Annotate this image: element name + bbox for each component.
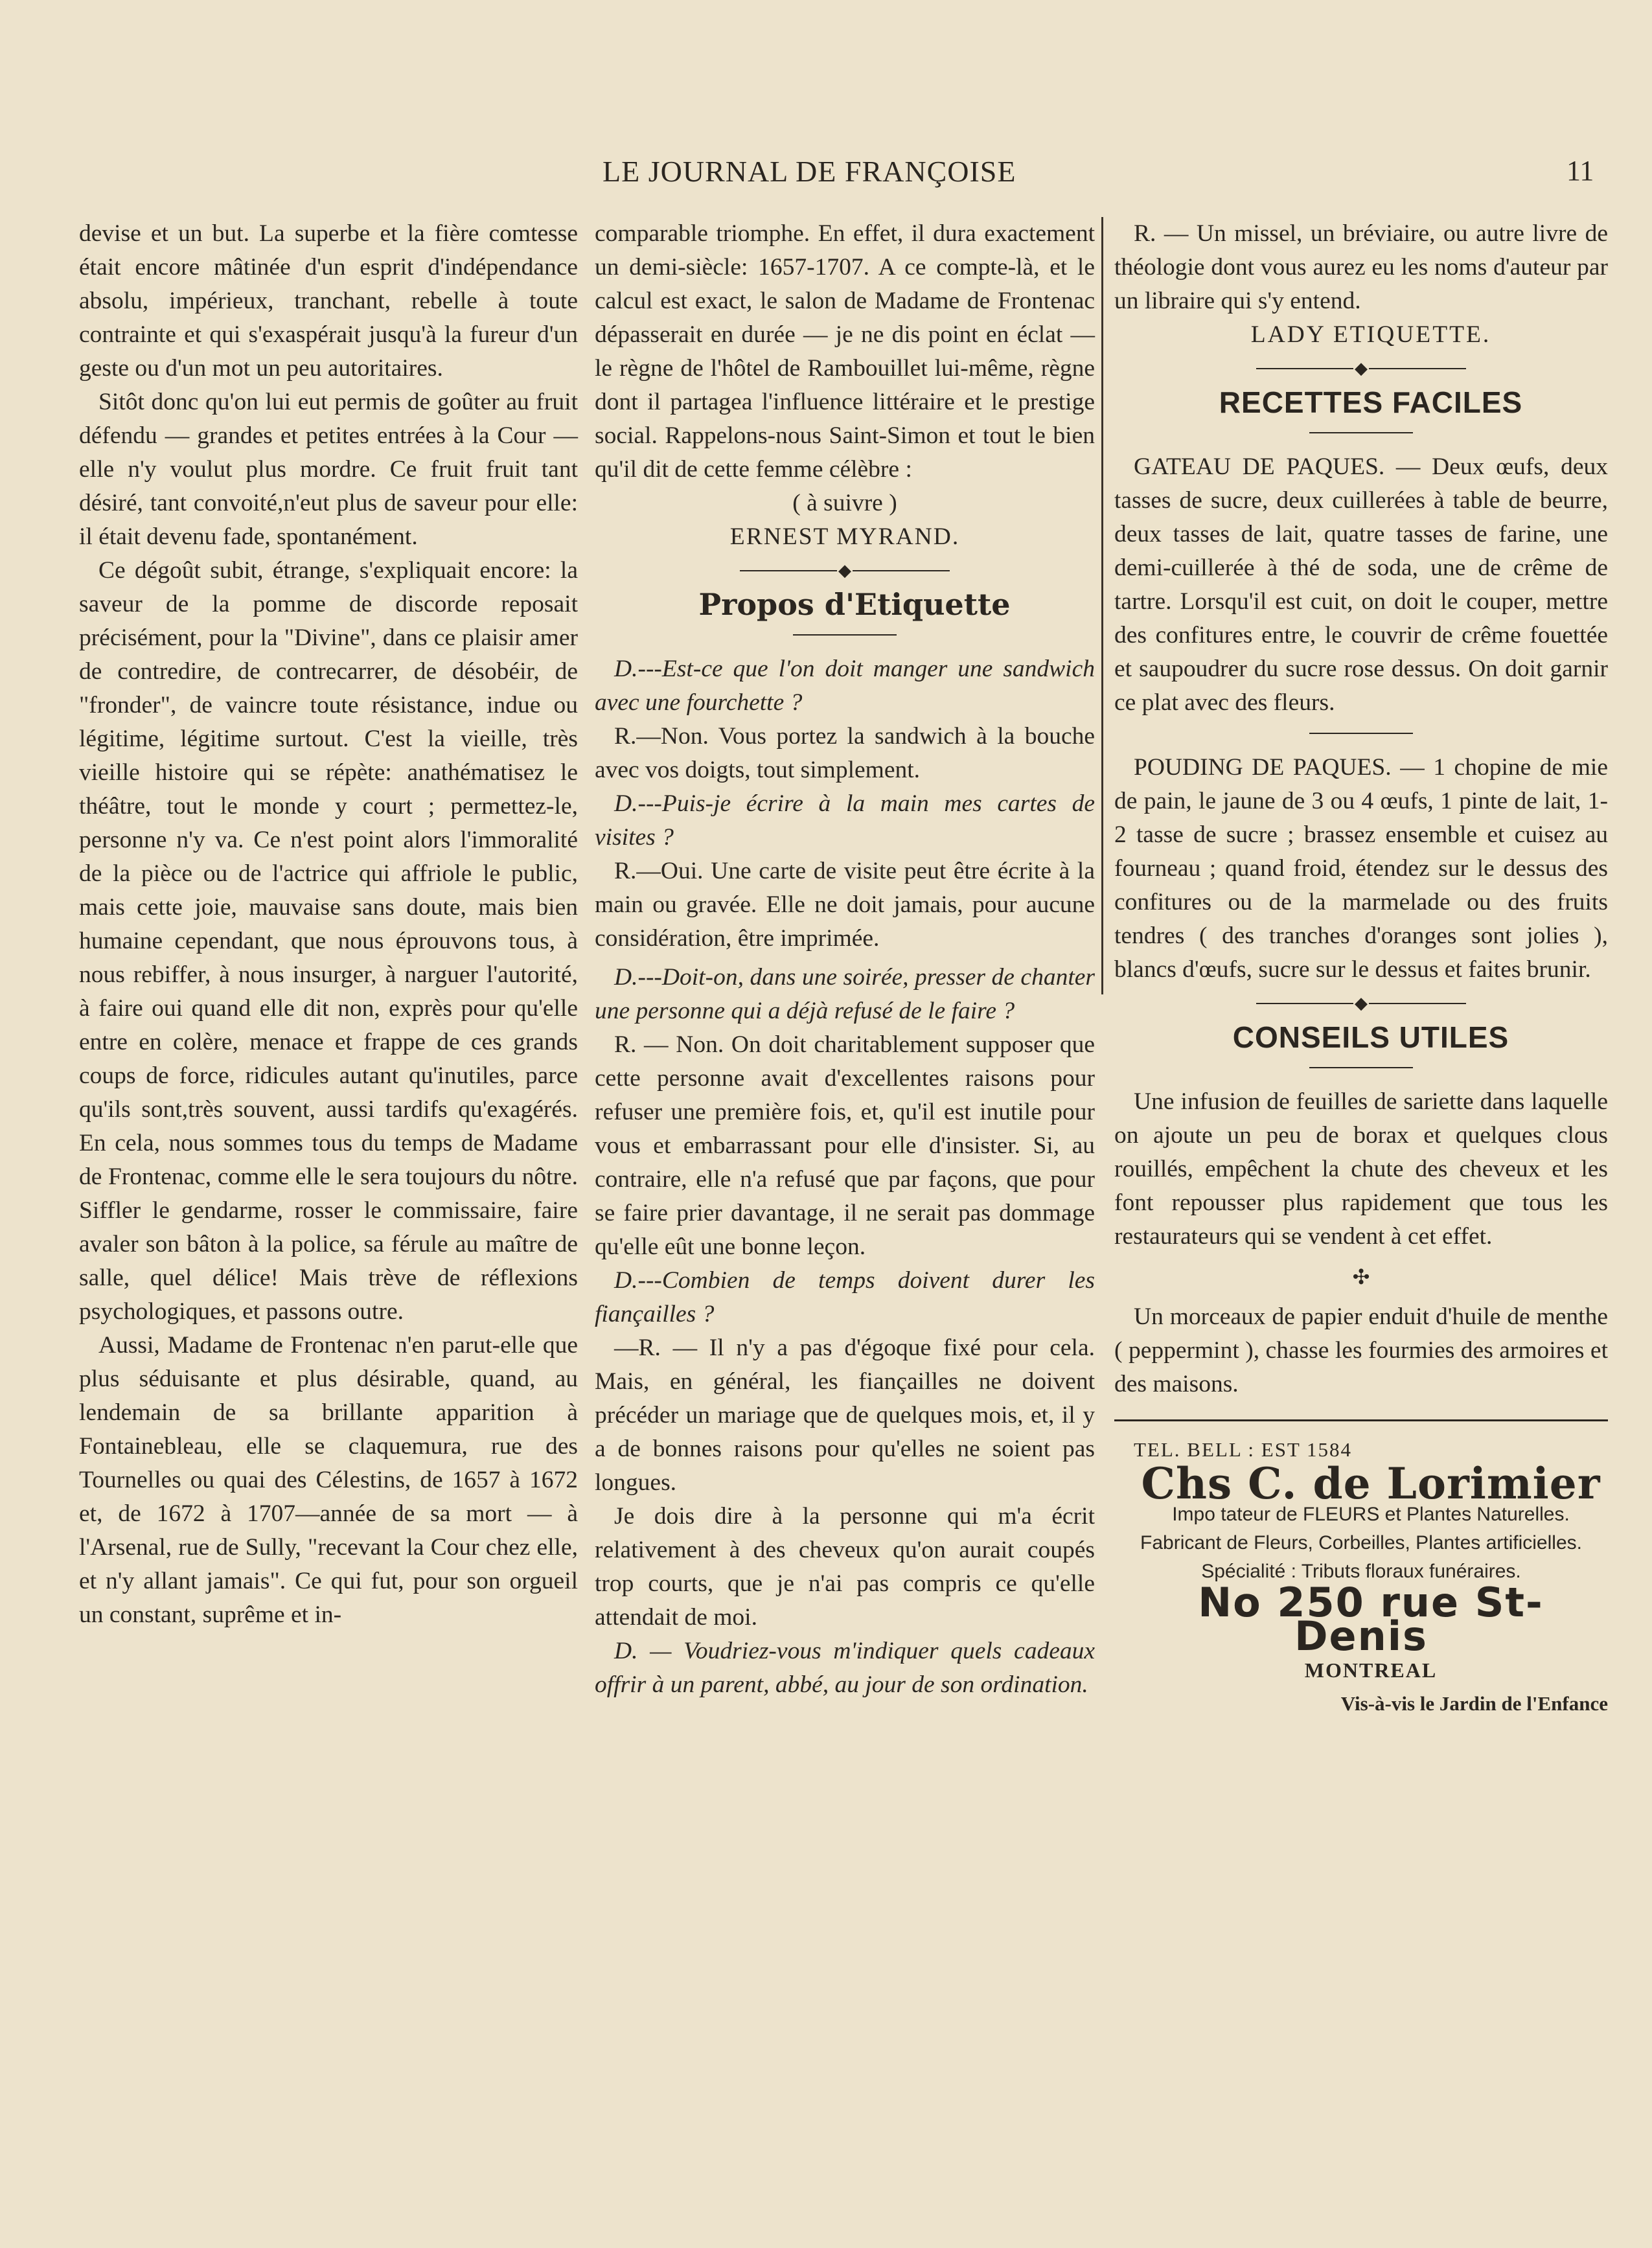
to-follow-note: ( à suivre ) [792,490,897,516]
paragraph: comparable triomphe. En effet, il dura exactement un demi-siècle: 1657-1707. A ce compte-là, et le calcul est exact, le salon de Madame de Frontenac dépasserait en durée — je ne dis point en éclat — le règne de l'hôtel de Rambouillet lui-même, règne dont il partagea l'influence littéraire et le prestige social. Rappelons-nous Saint-Simon et tout le bien qu'il dit de cette femme célèbre : [595,220,1095,483]
paragraph: devise et un but. La superbe et la fière comtesse était encore mâtinée d'un esprit d'indépendance absolu, impérieux, tranchant, rebelle à toute contrainte et qui s'exaspérait jusqu'à la fureur d'un geste ou d'un mot un peu autoritaires. [79,220,578,382]
column-1 [79,217,578,1632]
page-number: 11 [1566,155,1594,187]
question: D.---Doit-on, dans une soirée, presser de chanter une personne qui a déjà refusé de le faire ? [595,964,1095,1024]
recipe: GATEAU DE PAQUES. — Deux œufs, deux tasses de sucre, deux cuillerées à table de beurre, deux tasses de lait, quatre tasses de farine, une demi-cuillerée à thé de soda, une de crême de tartre. Lorsqu'il est cuit, on doit le couper, mettre des confitures entre, le couvrir de crême fouettée et saupoudrer du sucre rose dessus. On doit garnir ce plat avec des fleurs. [1114,453,1608,716]
answer: R.—Non. Vous portez la sandwich à la bouche avec vos doigts, tout simplement. [595,723,1095,783]
section-heading-recipes: RECETTES FACILES [1219,385,1523,419]
paragraph: Aussi, Madame de Frontenac n'en parut-elle que plus séduisante et plus désirable, quand, au lendemain de sa brillante apparition à Fontainebleau, elle se claquemura, rue des Tournelles ou quai des Célestins, de 1657 à 1672 et, de 1672 à 1707—année de sa mort — à l'Arsenal, rue de Sully, "recevant la Cour chez elle, et n'y allant jamais". Ce qui fut, pour son orgueil un constant, suprême et in- [79,1332,578,1628]
advertisement-rule [1114,1419,1608,1421]
separator [1309,432,1413,433]
page-header [0,154,1652,193]
section-heading-tips: CONSEILS UTILES [1232,1020,1509,1054]
column-2 [595,217,1095,1702]
answer: R.—Oui. Une carte de visite peut être écrite à la main ou gravée. Elle ne doit jamais, pour aucune considération, être imprimée. [595,858,1095,952]
ad-address: No 250 rue St-Denis [1198,1579,1544,1660]
ad-telephone: TEL. BELL : EST 1584 [1134,1438,1353,1461]
answer: R. — Un missel, un bréviaire, ou autre livre de théologie dont vous aurez eu les noms d'auteur par un libraire qui s'y entend. [1114,220,1608,314]
journal-title: LE JOURNAL DE FRANÇOISE [602,155,1016,188]
separator: ◆ [1114,356,1608,382]
question: D.---Combien de temps doivent durer les fiançailles ? [595,1267,1095,1327]
paragraph: Ce dégoût subit, étrange, s'expliquait encore: la saveur de la pomme de discorde reposait précisément, pour la "Divine", dans ce plaisir amer de contredire, de contrecarrer, de désobéir, de "fronder", de vaincre toute résistance, indue ou légitime, légitime surtout. C'est la vieille, très vieille histoire qui se répète: anathématisez le théâtre, tout le monde y court ; permettez-le, personne n'y va. Ce n'est point alors l'immoralité de la pièce ou de l'actrice qui affriole le public, mais cette joie, mauvaise sans doute, mais bien humaine cependant, que nous éprouvons tous, à nous rebiffer, à nous insurger, à narguer l'autorité, à faire oui quand elle dit non, exprès pour qu'elle entre en colère, menace et frappe de ces grands coups de force, ridicules autant qu'inutiles, parce qu'ils sont,très souvent, aussi tardifs qu'exagérés. En cela, nous sommes tous du temps de Madame de Frontenac, comme elle le sera toujours du nôtre. Siffler le gendarme, rosser le commissaire, faire avaler son bâton à la police, sa férule au maître de salle, quel délice! Mais trève de réflexions psychologiques, et passons outre. [79,557,578,1325]
question: D.---Est-ce que l'on doit manger une sandwich avec une fourchette ? [595,656,1095,716]
question: D.---Puis-je écrire à la main mes cartes de visites ? [595,790,1095,851]
paragraph: Je dois dire à la personne qui m'a écrit relativement à des cheveux qu'on aurait coupés trop courts, que je n'ai pas compris ce qu'elle attendait de moi. [595,1503,1095,1631]
separator [1309,733,1413,734]
section-heading-etiquette: Propos d'Etiquette [698,587,1011,622]
column-divider [1101,217,1103,994]
author-signature: ERNEST MYRAND. [729,523,960,550]
separator [1309,1067,1413,1068]
ornament-separator: ✣ [1352,1265,1370,1289]
separator [793,634,897,636]
tip: Un morceaux de papier enduit d'huile de menthe ( peppermint ), chasse les fourmies des armoires et des maisons. [1114,1303,1608,1397]
tip: Une infusion de feuilles de sariette dans laquelle on ajoute un peu de borax et quelques clous rouillés, empêchent la chute des cheveux et les font repousser plus rapidement que tous les restaurateurs qui se vendent à cet effet. [1114,1088,1608,1250]
recipe: POUDING DE PAQUES. — 1 chopine de mie de pain, le jaune de 3 ou 4 œufs, 1 pinte de lait, 1-2 tasse de sucre ; brassez ensemble et cuisez au fourneau ; quand froid, étendez sur le dessus des confitures ou de la marmelade ou des fruits tendres ( des tranches d'oranges sont jolies ), blancs d'œufs, sucre sur le dessus et faites brunir. [1114,754,1608,983]
ad-location-note: Vis-à-vis le Jardin de l'Enfance [1340,1692,1608,1715]
ad-city: MONTREAL [1304,1658,1438,1682]
ad-business-name: Chs C. de Lorimier [1141,1458,1601,1509]
ad-description: Impo tateur de FLEURS et Plantes Naturelles. Fabricant de Fleurs, Corbeilles, Plantes artificielles. Spécialité : Tributs floraux funéraires. [1140,1504,1582,1582]
signature: LADY ETIQUETTE. [1250,321,1491,348]
paragraph: Sitôt donc qu'on lui eut permis de goûter au fruit défendu — grandes et petites entrées à la Cour — elle n'y voulut plus mordre. Ce fruit fruit tant désiré, tant convoité,n'eut plus de saveur pour elle: il était devenu fade, spontanément. [79,389,578,550]
separator: ◆ [1114,991,1608,1016]
question: D. — Voudriez-vous m'indiquer quels cadeaux offrir à un parent, abbé, au jour de son ordination. [595,1638,1095,1698]
answer: —R. — Il n'y a pas d'égoque fixé pour cela. Mais, en général, les fiançailles ne doivent précéder un mariage que de quelques mois, et, il y a de bonnes raisons pour qu'elles ne soient pas longues. [595,1335,1095,1496]
separator: ◆ [595,558,1095,584]
advertisement [1114,1433,1608,1721]
answer: R. — Non. On doit charitablement supposer que cette personne avait d'excellentes raisons pour refuser une première fois, et, qu'il est inutile pour vous et embarrassant pour elle d'insister. Si, au contraire, elle n'a refusé que par façons, que pour se faire prier davantage, il ne serait pas dommage qu'elle eût une bonne leçon. [595,1031,1095,1260]
column-3 [1114,217,1608,1721]
